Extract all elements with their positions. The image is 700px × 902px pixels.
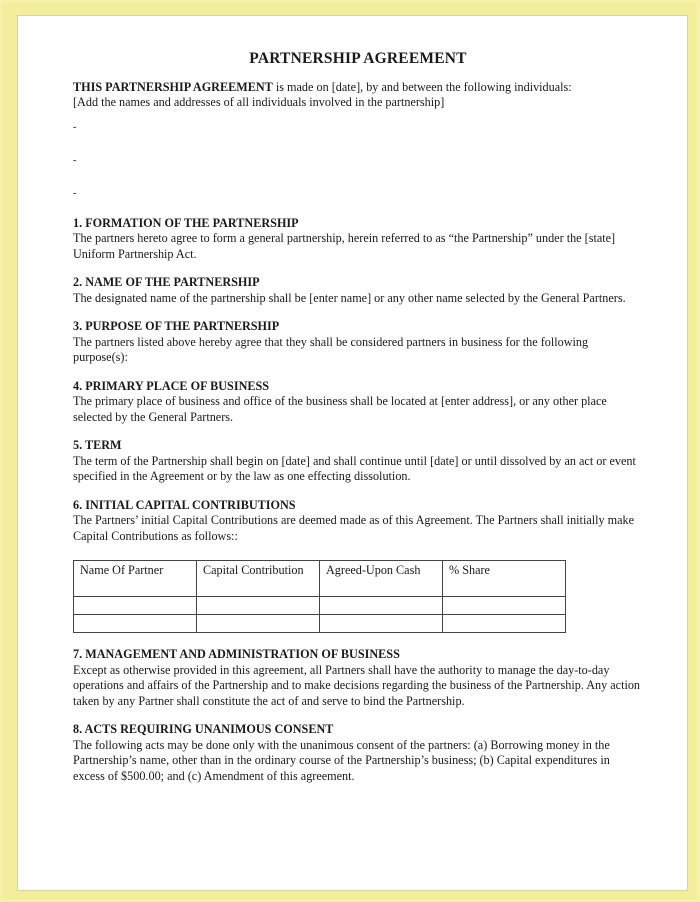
section-heading: 4. PRIMARY PLACE OF BUSINESS <box>73 378 270 393</box>
section-body: The partners listed above hereby agree that they shall be considered partners in business for the following purpose(s): <box>73 334 589 364</box>
blank-line-3 <box>73 177 643 210</box>
section-heading: 3. PURPOSE OF THE PARTNERSHIP <box>73 319 280 333</box>
table-cell[interactable] <box>197 597 320 615</box>
document-page <box>17 15 688 891</box>
section-management <box>73 647 643 709</box>
section-heading: 8. ACTS REQUIRING UNANIMOUS CONSENT <box>73 722 334 736</box>
section-body: The following acts may be done only with the unanimous consent of the partners: (a) Borrowing money in the Partnership’s name, other than in the ordinary course of the Partnership’s business; (b) Capital expenditures in excess of $500.00; and (c) Amendment of this agreement. <box>73 737 610 783</box>
section-purpose <box>73 319 643 366</box>
table-cell[interactable] <box>320 615 443 633</box>
table-cell[interactable] <box>320 597 443 615</box>
section-name <box>73 275 643 306</box>
document-title: PARTNERSHIP AGREEMENT <box>249 50 467 67</box>
section-formation <box>73 216 643 263</box>
table-header: Capital Contribution <box>197 561 320 597</box>
table-cell[interactable] <box>74 615 197 633</box>
intro-paragraph <box>73 80 643 96</box>
section-unanimous <box>73 722 643 784</box>
section-place <box>73 379 643 426</box>
section-body: The designated name of the partnership shall be [enter name] or any other name selected by the General Partners. <box>73 290 626 305</box>
table-header-row <box>74 561 566 597</box>
section-heading: 2. NAME OF THE PARTNERSHIP <box>73 275 260 289</box>
document-frame <box>3 3 697 899</box>
section-body: The primary place of business and office of the business shall be located at [enter address], or any other place selected by the General Partners. <box>73 394 607 424</box>
table-header: % Share <box>443 561 566 597</box>
section-heading: 1. FORMATION OF THE PARTNERSHIP <box>73 215 299 230</box>
section-heading: 5. TERM <box>73 438 122 452</box>
blank-line-1 <box>73 111 643 144</box>
table-header: Name Of Partner <box>74 561 197 597</box>
intro-bold: THIS PARTNERSHIP AGREEMENT <box>73 79 273 94</box>
table-cell[interactable] <box>74 597 197 615</box>
bullet-dash: - <box>73 154 77 166</box>
section-heading: 6. INITIAL CAPITAL CONTRIBUTIONS <box>73 497 296 512</box>
section-body: The partners hereto agree to form a general partnership, herein referred to as “the Partnership” under the [state] Uniform Partnership Act. <box>73 231 616 261</box>
intro-rest: is made on [date], by and between the following individuals: <box>272 79 572 94</box>
section-body: Except as otherwise provided in this agreement, all Partners shall have the authority to manage the day-to-day operations and affairs of the Partnership and to make decisions regarding the business of the Partnership. Any action taken by any Partner shall constitute the act of and serve to bind the Partnership. <box>73 662 641 708</box>
intro-line2: [Add the names and addresses of all individuals involved in the partnership] <box>73 95 445 109</box>
section-body: The term of the Partnership shall begin on [date] and shall continue until [date] or until dissolved by an act or event specified in the Agreement or by the law as one effecting dissolution. <box>73 453 636 483</box>
capital-table <box>73 560 566 633</box>
section-heading: 7. MANAGEMENT AND ADMINISTRATION OF BUSINESS <box>73 647 400 661</box>
table-row <box>74 615 566 633</box>
table-row <box>74 597 566 615</box>
bullet-dash: - <box>73 121 77 133</box>
table-cell[interactable] <box>443 597 566 615</box>
blank-line-2 <box>73 144 643 177</box>
section-body: The Partners’ initial Capital Contributions are deemed made as of this Agreement. The Partners shall initially make Capital Contributions as follows:: <box>73 513 635 543</box>
table-cell[interactable] <box>197 615 320 633</box>
bullet-dash: - <box>73 187 77 199</box>
table-cell[interactable] <box>443 615 566 633</box>
section-term <box>73 438 643 485</box>
document-content <box>73 51 643 784</box>
table-header: Agreed-Upon Cash <box>320 561 443 597</box>
section-capital <box>73 498 643 634</box>
